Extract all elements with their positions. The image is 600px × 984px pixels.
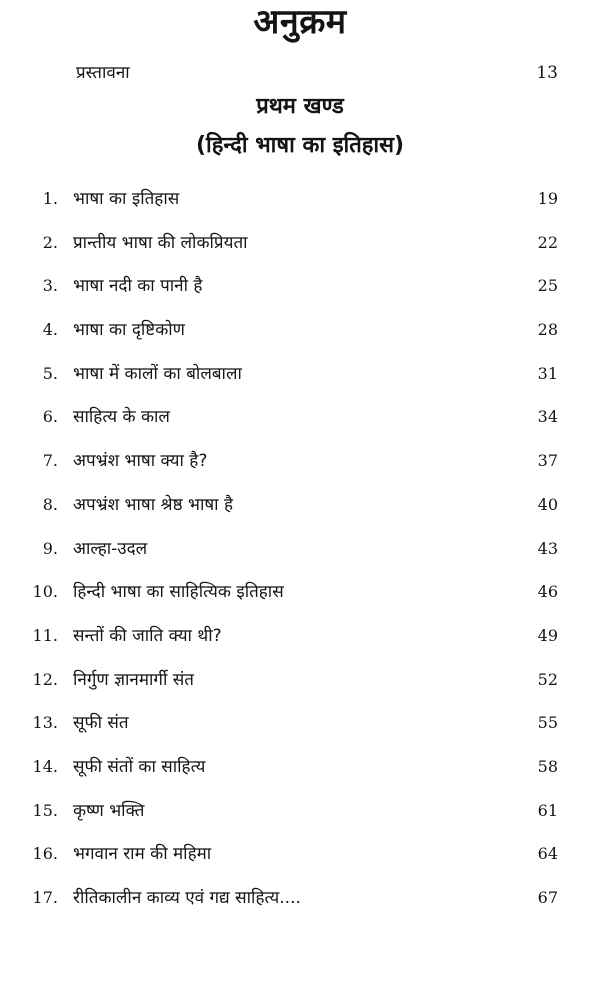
toc-entry-number: 8. [42,494,58,514]
toc-entry-number: 6. [42,407,58,427]
toc-entry [0,796,600,840]
toc-entry-number: 7. [42,451,58,471]
toc-entry-title: प्रान्तीय भाषा की लोकप्रियता [73,232,248,253]
toc-entry-title: हिन्दी भाषा का साहित्यिक इतिहास [73,582,284,603]
toc-entry-number: 16. [32,844,58,864]
page-title: अनुक्रम [253,2,347,42]
toc-entry [0,883,600,927]
toc-entry-title: सूफी संत [73,713,129,734]
toc-entry [0,534,600,578]
toc-entry-page-number: 52 [537,669,558,689]
toc-entry-title: भाषा में कालों का बोलबाला [73,363,242,384]
toc-entry-page-number: 28 [537,320,558,340]
toc-entry-title: भाषा का इतिहास [73,189,180,209]
toc-entry [0,359,600,403]
toc-entry [0,271,600,315]
toc-entry [0,708,600,752]
toc-entry-title: सन्तों की जाति क्या थी? [73,625,222,646]
toc-entry-title: भाषा नदी का पानी है [73,276,203,297]
toc-entry-title: रीतिकालीन काव्य एवं गद्य साहित्य.... [73,888,301,908]
toc-entry-number: 10. [32,582,58,602]
toc-entry-page-number: 49 [537,625,558,645]
toc-entry-number: 13. [32,713,58,733]
toc-entry-page-number: 46 [537,582,558,602]
toc-entry-page-number: 55 [537,713,558,733]
toc-entry-number: 3. [42,276,58,296]
toc-entry-page-number: 25 [537,276,558,296]
toc-entry [0,621,600,665]
toc-entry-page-number: 31 [537,363,558,383]
toc-entry-title: सूफी संतों का साहित्य [73,756,206,777]
toc-entry-page-number: 37 [537,451,558,471]
toc-entry-number: 1. [42,189,58,208]
toc-entry-page-number: 34 [537,407,558,427]
toc-entry-title: भगवान राम की महिमा [73,844,212,865]
toc-entry-page-number: 43 [537,538,558,558]
toc-entry-page-number: 22 [537,232,558,252]
toc-entry-title: भाषा का दृष्टिकोण [73,320,185,341]
toc-entry [0,839,600,883]
toc-entry-number: 17. [32,888,58,907]
toc-entry-page-number: 19 [537,189,558,208]
toc-entry-number: 15. [32,800,58,820]
toc-entry-page-number: 40 [537,494,558,514]
toc-entry-page-number: 61 [537,800,558,820]
toc-entry-page-number: 64 [537,844,558,864]
toc-entry-number: 4. [42,320,58,340]
toc-entry-number: 14. [32,756,58,776]
toc-entry-number: 5. [42,363,58,383]
toc-entry [0,752,600,796]
toc-entry-number: 9. [42,538,58,558]
toc-entry [0,315,600,359]
section-title: प्रथम खण्ड [256,94,344,119]
preface-page-number: 13 [536,63,558,83]
toc-entry [0,184,600,228]
toc-entry [0,228,600,272]
toc-entry-title: निर्गुण ज्ञानमार्गी संत [73,669,194,690]
toc-entry-title: अपभ्रंश भाषा क्या है? [73,451,208,472]
toc-entry-page-number: 58 [537,756,558,776]
toc-entry [0,402,600,446]
toc-entry-title: साहित्य के काल [73,407,170,428]
toc-entry-number: 2. [42,232,58,252]
preface-row [76,60,558,86]
toc-entry [0,665,600,709]
toc-entry [0,577,600,621]
toc-entry [0,490,600,534]
toc-entry-title: आल्हा-उदल [73,538,148,559]
toc-entry-number: 12. [32,669,58,689]
toc-entry-title: कृष्ण भक्ति [73,800,145,821]
toc-list [0,184,600,927]
preface-label: प्रस्तावना [76,63,130,83]
section-subtitle: (हिन्दी भाषा का इतिहास) [195,133,405,158]
toc-entry [0,446,600,490]
toc-entry-page-number: 67 [537,888,558,907]
toc-entry-title: अपभ्रंश भाषा श्रेष्ठ भाषा है [73,494,234,515]
toc-entry-number: 11. [32,625,58,645]
